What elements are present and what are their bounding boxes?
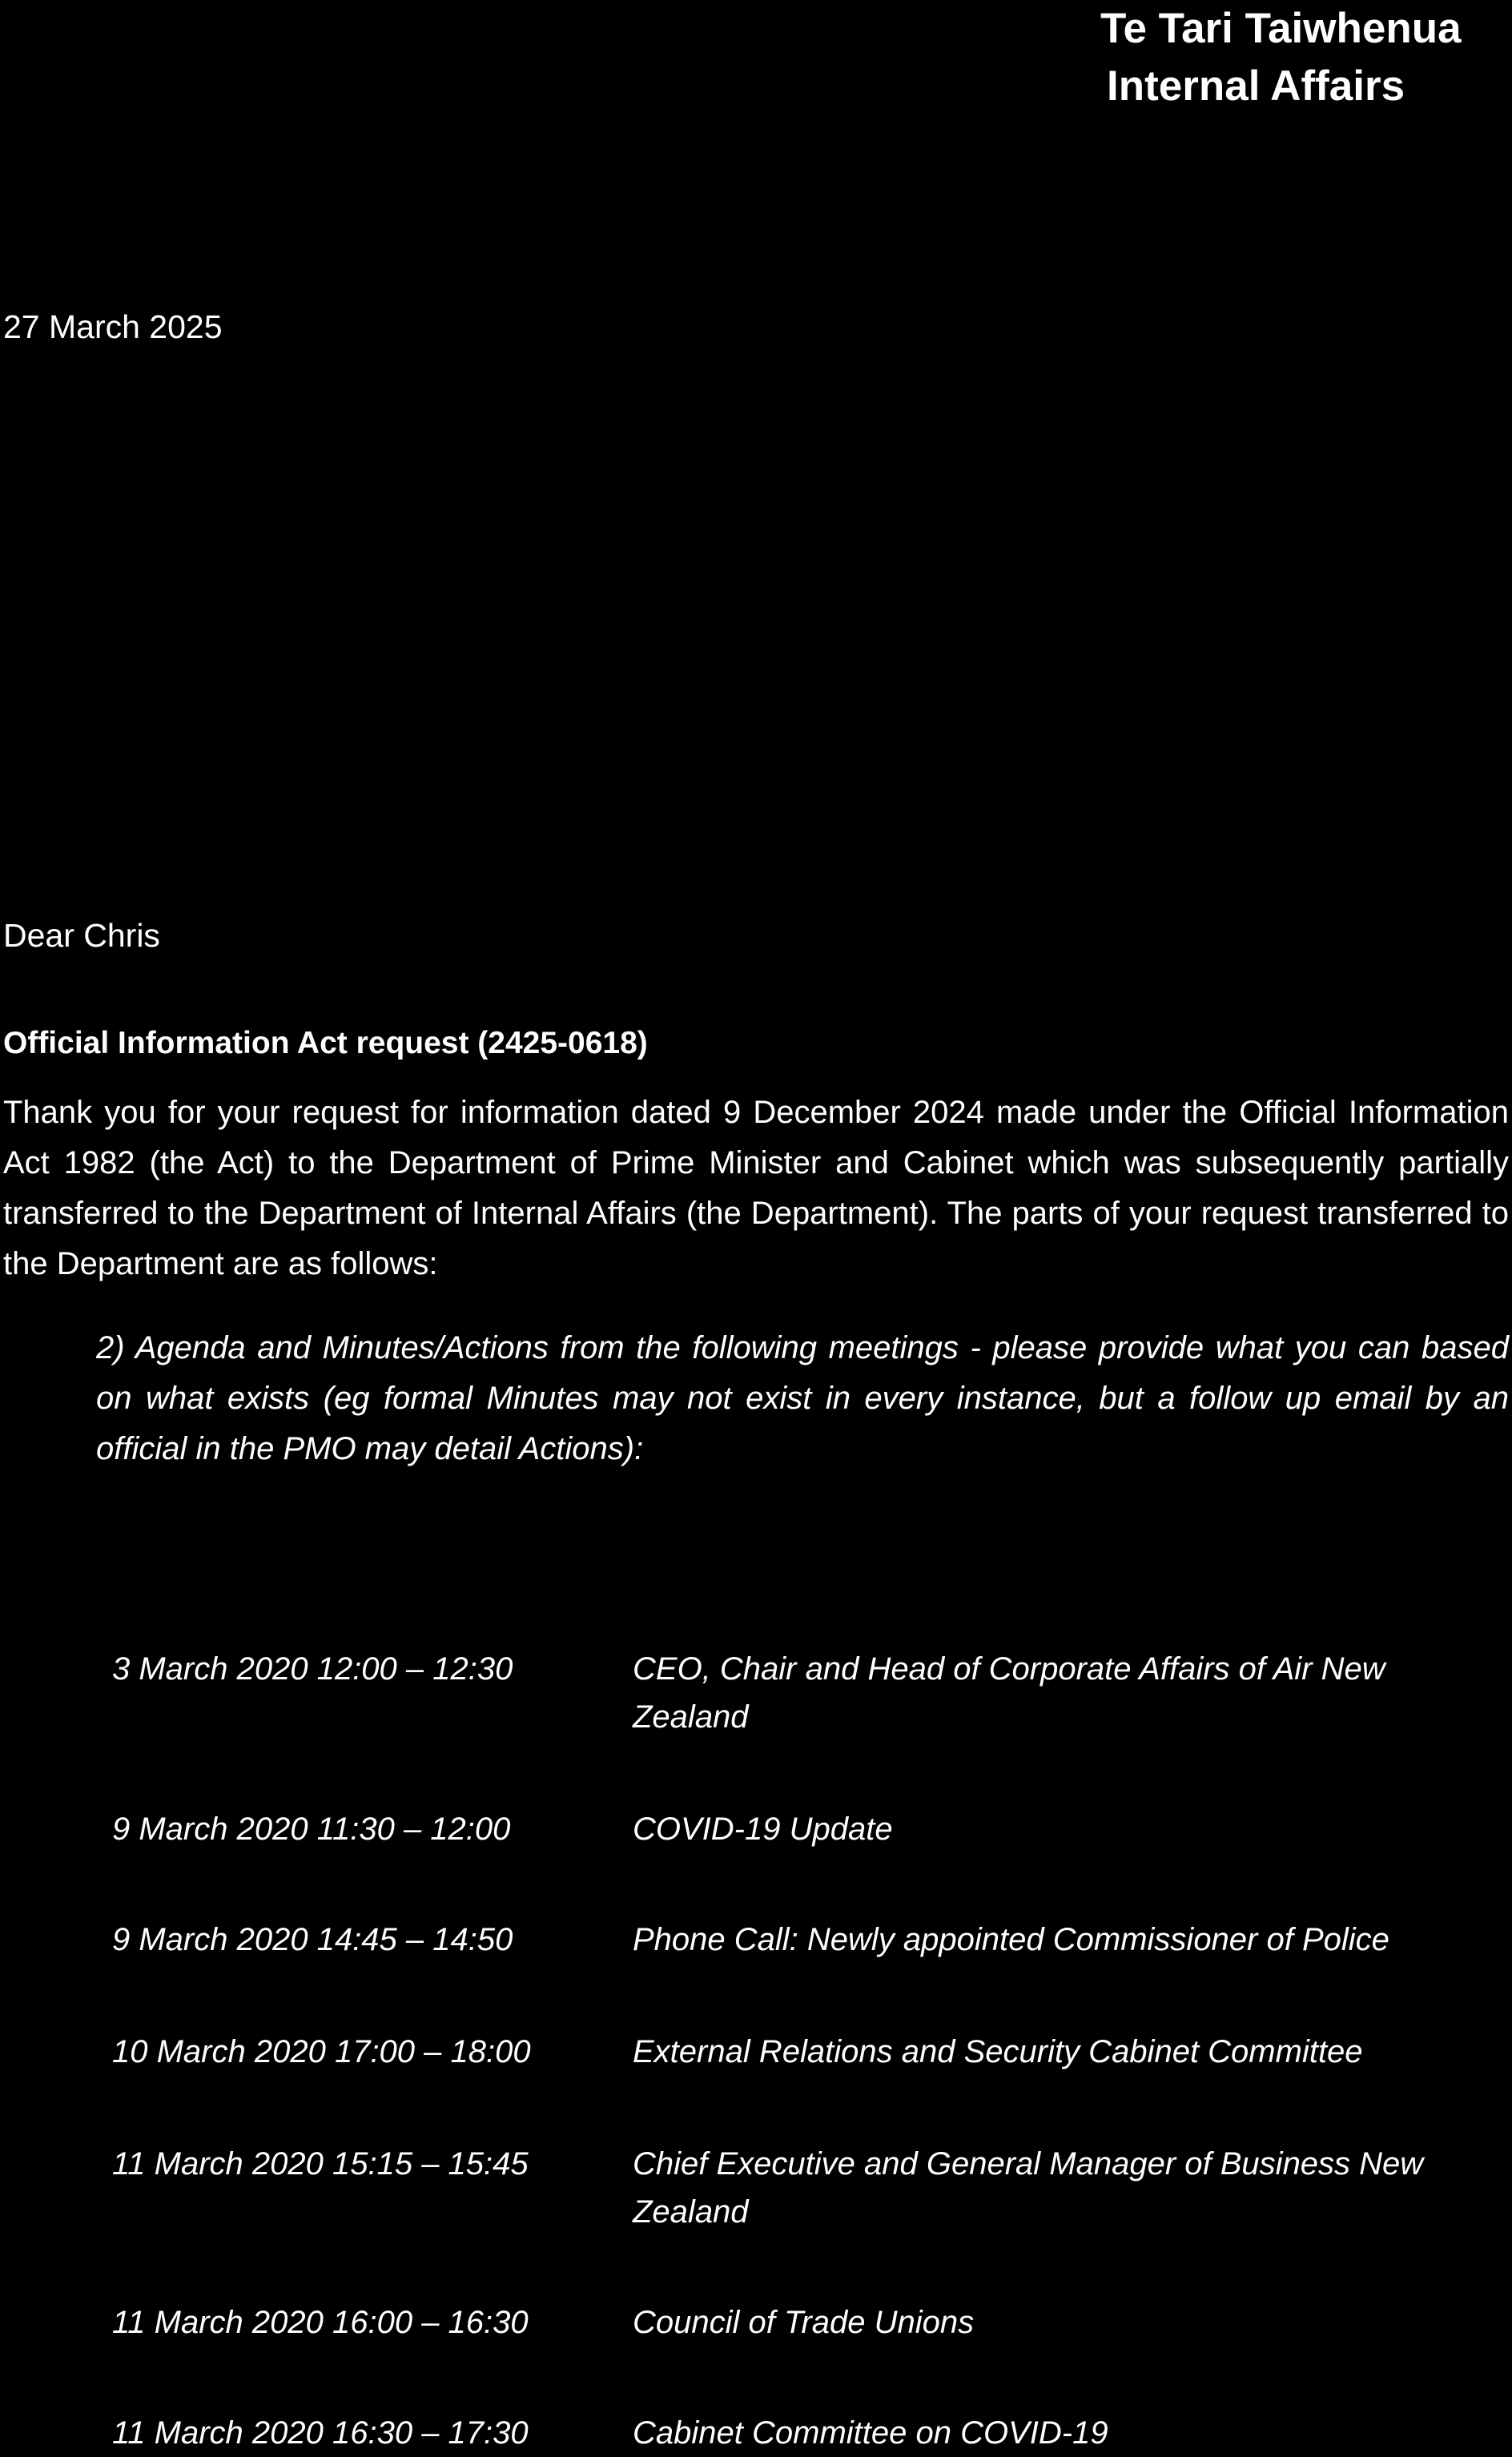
meeting-datetime: 11 March 2020 16:00 – 16:30 [112,2305,529,2340]
quoted-request: 2) Agenda and Minutes/Actions from the following meetings - please provide what you can based on what exists (eg formal Minutes may not exist in every instance, but a follow up email by an official in the PMO may detail Actions): [96,1330,1509,1466]
meeting-datetime: 9 March 2020 11:30 – 12:00 [112,1812,511,1847]
meeting-description: COVID-19 Update [633,1812,893,1847]
meeting-description: External Relations and Security Cabinet Committee [633,2034,1363,2069]
intro-paragraph: Thank you for your request for information dated 9 December 2024 made under the Official Information Act 1982 (the Act) to the Department of Prime Minister and Cabinet which was subsequently partially transferred to the Department of Internal Affairs (the Department). The parts of your request transferred to the Department are as follows: [3,1095,1509,1281]
subject-heading: Official Information Act request (2425-0618) [3,1026,648,1060]
meeting-description: Cabinet Committee on COVID-19 [633,2415,1108,2451]
meeting-description: CEO, Chair and Head of Corporate Affairs of Air New Zealand [633,1651,1385,1735]
meeting-datetime: 11 March 2020 15:15 – 15:45 [112,2146,529,2182]
meeting-datetime: 9 March 2020 14:45 – 14:50 [112,1922,513,1957]
letterhead-logo [1100,0,1501,115]
meeting-datetime: 3 March 2020 12:00 – 12:30 [112,1651,513,1687]
letter-date: 27 March 2025 [3,308,223,345]
meeting-description: Chief Executive and General Manager of Business New Zealand [633,2146,1424,2230]
letterhead-english-name: Internal Affairs [1107,62,1405,110]
meeting-datetime: 10 March 2020 17:00 – 18:00 [112,2034,531,2069]
letterhead-maori-name: Te Tari Taiwhenua [1100,5,1462,52]
meeting-description: Phone Call: Newly appointed Commissioner of Police [633,1922,1389,1957]
salutation: Dear Chris [3,917,160,954]
meeting-datetime: 11 March 2020 16:30 – 17:30 [112,2415,529,2451]
meeting-description: Council of Trade Unions [633,2305,975,2340]
